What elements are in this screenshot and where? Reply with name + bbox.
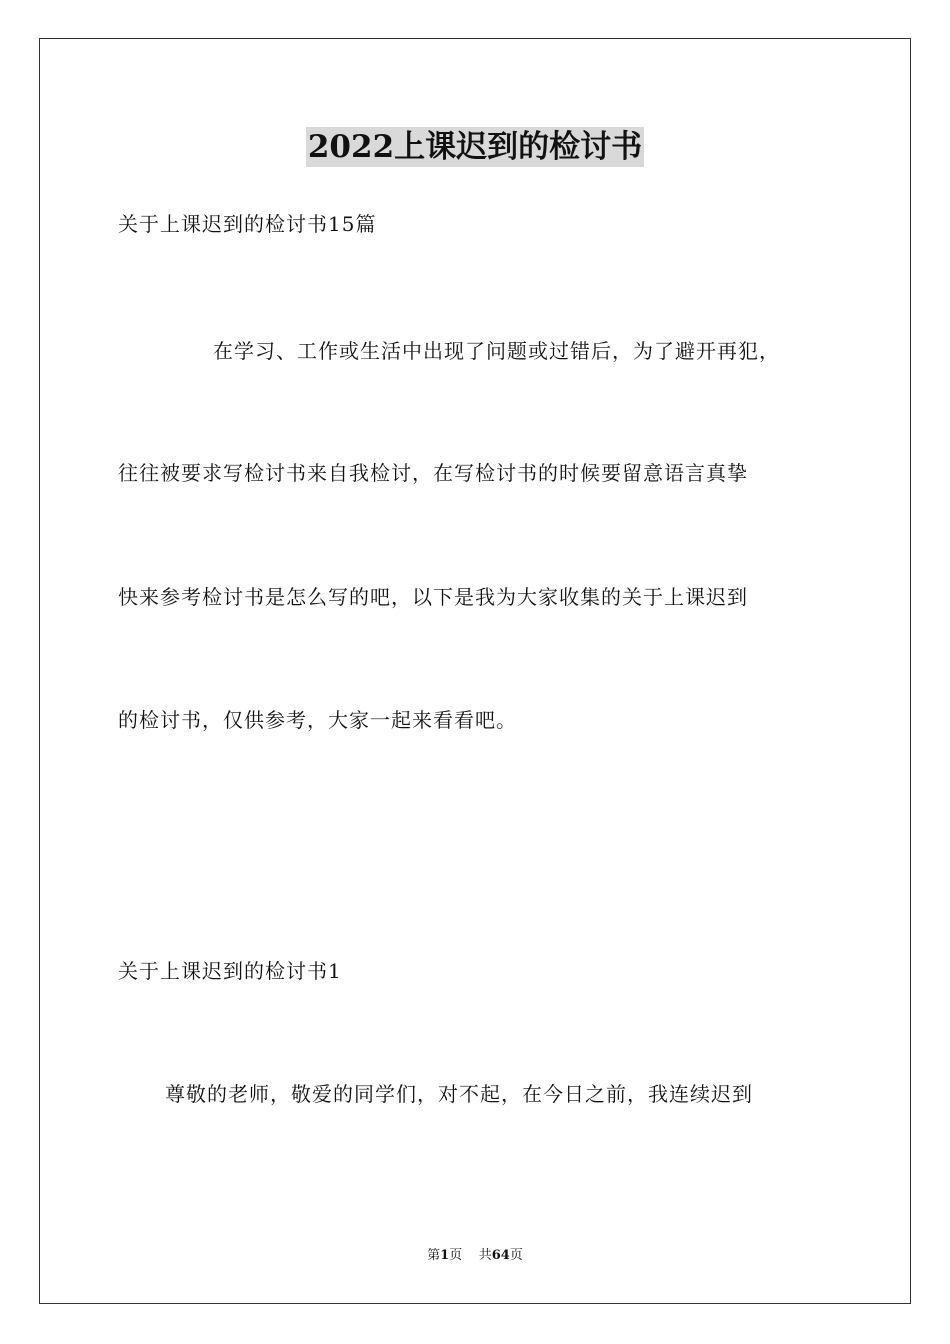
- document-title: 2022上课迟到的检讨书: [307, 129, 643, 165]
- intro-line-3: 快来参考检讨书是怎么写的吧，以下是我为大家收集的关于上课迟到: [118, 585, 748, 609]
- footer-page-current: 1: [440, 1248, 450, 1263]
- section-heading: 关于上课迟到的检讨书1: [118, 959, 342, 983]
- footer-page-prefix: 第: [427, 1248, 441, 1263]
- document-title-wrap: [0, 127, 950, 172]
- footer-total-suffix: 页: [509, 1248, 523, 1263]
- footer-page-suffix: 页: [449, 1248, 463, 1263]
- footer-total-prefix: 共: [478, 1248, 492, 1263]
- page-footer: [0, 1247, 950, 1265]
- section-first-line: 尊敬的老师，敬爱的同学们，对不起，在今日之前，我连续迟到: [165, 1082, 753, 1106]
- footer-page-total: 64: [491, 1248, 510, 1263]
- intro-line-2: 往往被要求写检讨书来自我检讨，在写检讨书的时候要留意语言真挚: [118, 461, 748, 485]
- intro-line-4: 的检讨书，仅供参考，大家一起来看看吧。: [118, 708, 517, 732]
- document-subtitle: 关于上课迟到的检讨书15篇: [118, 212, 377, 236]
- intro-line-1: 在学习、工作或生活中出现了问题或过错后，为了避开再犯，: [213, 339, 780, 363]
